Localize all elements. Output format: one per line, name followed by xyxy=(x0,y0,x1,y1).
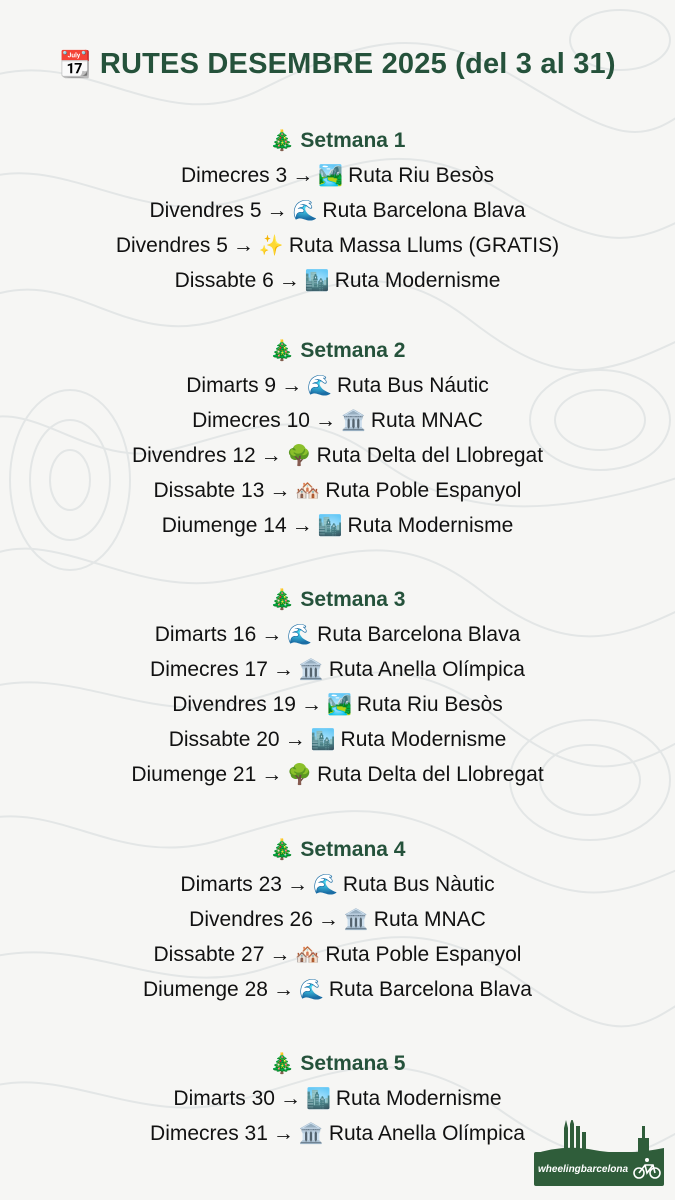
route-name: Ruta MNAC xyxy=(370,409,483,432)
route-day: Dimarts 16 xyxy=(154,623,257,646)
route-day: Divendres 19 xyxy=(172,693,296,716)
route-row xyxy=(0,263,675,298)
route-name: Ruta Poble Espanyol xyxy=(325,479,522,502)
arrow-icon: → xyxy=(261,623,283,646)
route-name: Ruta Modernisme xyxy=(347,514,514,537)
route-name: Ruta Barcelona Blava xyxy=(317,623,521,646)
christmas-tree-icon: 🎄 xyxy=(269,839,295,861)
christmas-tree-icon: 🎄 xyxy=(269,1053,295,1075)
christmas-tree-icon: 🎄 xyxy=(269,340,295,362)
route-day: Dimecres 3 xyxy=(180,164,288,187)
route-name: Ruta Modernisme xyxy=(335,1087,502,1110)
page-title-text: RUTES DESEMBRE 2025 (del 3 al 31) xyxy=(99,48,616,80)
houses-icon: 🏘️ xyxy=(295,944,321,966)
route-name: Ruta Delta del Llobregat xyxy=(316,444,544,467)
route-row xyxy=(0,757,675,792)
route-day: Dissabte 20 xyxy=(168,728,280,751)
route-row xyxy=(0,473,675,508)
route-row xyxy=(0,687,675,722)
route-name: Ruta Modernisme xyxy=(334,269,501,292)
wave-icon: 🌊 xyxy=(298,979,324,1001)
route-row xyxy=(0,438,675,473)
route-row xyxy=(0,867,675,902)
wave-icon: 🌊 xyxy=(312,874,338,896)
arrow-icon: → xyxy=(291,514,313,537)
week-section xyxy=(0,334,675,543)
arrow-icon: → xyxy=(266,199,288,222)
arrow-icon: → xyxy=(269,943,291,966)
route-row xyxy=(0,652,675,687)
week-section xyxy=(0,583,675,792)
route-day: Dissabte 13 xyxy=(153,479,265,502)
week-label: Setmana 2 xyxy=(300,339,406,362)
route-name: Ruta Anella Olímpica xyxy=(328,1122,525,1145)
route-day: Diumenge 21 xyxy=(131,763,257,786)
logo-text: wheelingbarcelona xyxy=(538,1164,629,1175)
arrow-icon: → xyxy=(317,908,339,931)
route-row xyxy=(0,937,675,972)
arrow-icon: → xyxy=(272,658,294,681)
route-row xyxy=(0,158,675,193)
classical-building-icon: 🏛️ xyxy=(298,1123,324,1145)
route-name: Ruta Bus Nàutic xyxy=(342,873,495,896)
cityscape-icon: 🏙️ xyxy=(305,1088,331,1110)
classical-building-icon: 🏛️ xyxy=(343,909,369,931)
route-row xyxy=(0,1081,675,1116)
christmas-tree-icon: 🎄 xyxy=(269,589,295,611)
route-name: Ruta Barcelona Blava xyxy=(328,978,532,1001)
route-name: Ruta Anella Olímpica xyxy=(328,658,525,681)
arrow-icon: → xyxy=(261,763,283,786)
arrow-icon: → xyxy=(272,1122,294,1145)
route-day: Diumenge 14 xyxy=(161,514,287,537)
route-day: Divendres 12 xyxy=(131,444,256,467)
week-label: Setmana 3 xyxy=(300,588,406,611)
route-day: Dissabte 6 xyxy=(174,269,274,292)
week-heading xyxy=(0,833,675,867)
arrow-icon: → xyxy=(284,728,306,751)
route-row xyxy=(0,403,675,438)
tree-icon: 🌳 xyxy=(286,445,312,467)
river-landscape-icon: 🏞️ xyxy=(326,694,352,716)
route-row xyxy=(0,193,675,228)
cityscape-icon: 🏙️ xyxy=(317,515,343,537)
arrow-icon: → xyxy=(279,1087,301,1110)
route-day: Dimecres 31 xyxy=(150,1122,268,1145)
page-title xyxy=(0,48,675,81)
route-name: Ruta Poble Espanyol xyxy=(325,943,522,966)
bicycle-icon xyxy=(633,1157,661,1179)
arrow-icon: → xyxy=(300,693,322,716)
route-day: Dimecres 17 xyxy=(150,658,268,681)
arrow-icon: → xyxy=(314,409,336,432)
route-name: Ruta MNAC xyxy=(373,908,486,931)
route-name: Ruta Riu Besòs xyxy=(348,164,494,187)
arrow-icon: → xyxy=(286,873,308,896)
arrow-icon: → xyxy=(278,269,300,292)
christmas-tree-icon: 🎄 xyxy=(269,130,295,152)
route-day: Dimarts 30 xyxy=(173,1087,275,1110)
route-day: Dimarts 23 xyxy=(180,873,282,896)
river-landscape-icon: 🏞️ xyxy=(318,165,344,187)
route-name: Ruta Massa Llums (GRATIS) xyxy=(288,234,560,257)
arrow-icon: → xyxy=(292,164,314,187)
arrow-icon: → xyxy=(281,374,303,397)
classical-building-icon: 🏛️ xyxy=(340,410,366,432)
classical-building-icon: 🏛️ xyxy=(298,659,324,681)
logo-skyline-icon xyxy=(534,1120,664,1154)
week-label: Setmana 4 xyxy=(300,838,406,861)
route-day: Diumenge 28 xyxy=(143,978,268,1001)
route-day: Dimecres 10 xyxy=(192,409,310,432)
week-heading xyxy=(0,334,675,368)
cityscape-icon: 🏙️ xyxy=(304,270,330,292)
route-row xyxy=(0,368,675,403)
route-day: Dimarts 9 xyxy=(186,374,277,397)
route-day: Divendres 5 xyxy=(149,199,262,222)
route-row xyxy=(0,972,675,1007)
week-heading xyxy=(0,583,675,617)
arrow-icon: → xyxy=(232,234,254,257)
wave-icon: 🌊 xyxy=(307,375,332,397)
route-row xyxy=(0,228,675,263)
week-label: Setmana 1 xyxy=(300,129,406,152)
sparkles-icon: ✨ xyxy=(258,235,284,257)
arrow-icon: → xyxy=(260,444,282,467)
week-section xyxy=(0,833,675,1007)
wave-icon: 🌊 xyxy=(292,200,318,222)
cityscape-icon: 🏙️ xyxy=(310,729,336,751)
route-day: Divendres 26 xyxy=(189,908,313,931)
arrow-icon: → xyxy=(272,978,294,1001)
route-name: Ruta Modernisme xyxy=(340,728,507,751)
route-row xyxy=(0,722,675,757)
route-name: Ruta Delta del Llobregat xyxy=(317,763,544,786)
calendar-icon: 📆 xyxy=(59,49,92,79)
tree-icon: 🌳 xyxy=(287,764,313,786)
houses-icon: 🏘️ xyxy=(295,480,321,502)
week-heading xyxy=(0,1047,675,1081)
route-day: Divendres 5 xyxy=(115,234,228,257)
route-name: Ruta Bus Náutic xyxy=(337,374,489,397)
route-name: Ruta Barcelona Blava xyxy=(322,199,526,222)
week-heading xyxy=(0,124,675,158)
route-row xyxy=(0,508,675,543)
arrow-icon: → xyxy=(269,479,291,502)
week-section xyxy=(0,124,675,298)
wave-icon: 🌊 xyxy=(287,624,313,646)
route-name: Ruta Riu Besòs xyxy=(356,693,503,716)
route-row xyxy=(0,902,675,937)
route-day: Dissabte 27 xyxy=(153,943,265,966)
week-label: Setmana 5 xyxy=(300,1052,406,1075)
route-row xyxy=(0,617,675,652)
